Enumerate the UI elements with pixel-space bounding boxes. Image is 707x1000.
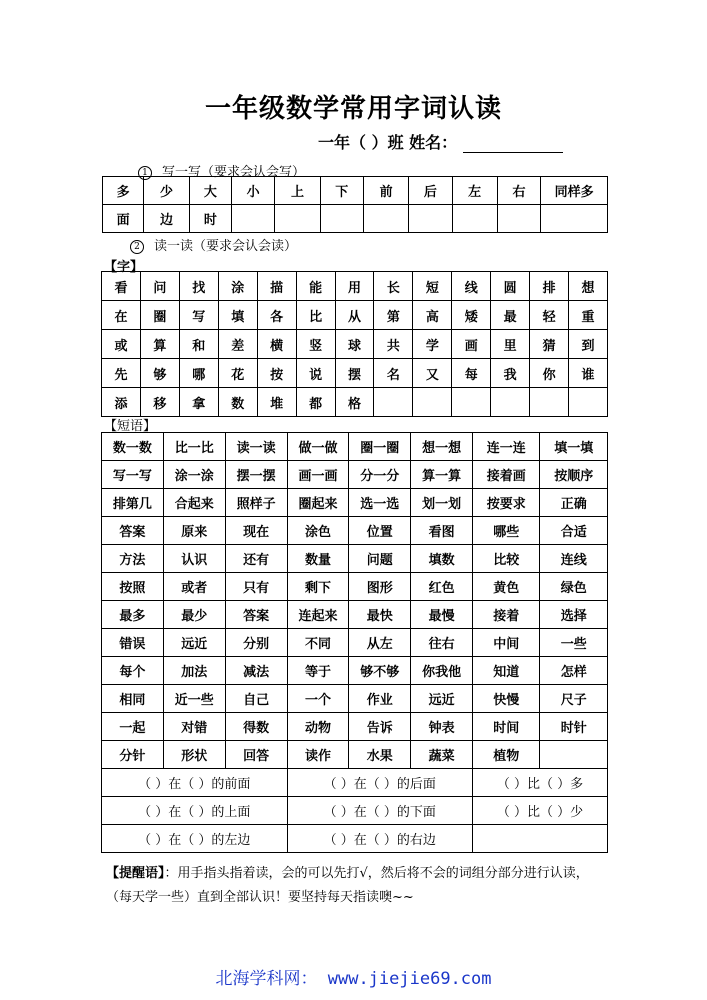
phrase-cell: 读一读	[225, 433, 287, 461]
read-char-cell: 短	[413, 272, 452, 301]
read-char-cell: 矮	[452, 301, 491, 330]
read-char-cell: 填	[218, 301, 257, 330]
write-char-cell: 下	[320, 177, 363, 205]
phrase-cell: 涂一涂	[163, 461, 225, 489]
phrase-cell: 涂色	[287, 517, 349, 545]
phrase-cell: 水果	[349, 741, 411, 769]
phrase-cell: 摆一摆	[225, 461, 287, 489]
write-char-cell	[232, 205, 275, 233]
circled-number: 1	[138, 166, 152, 180]
pattern-cell: （ ）在（ ）的左边	[102, 825, 288, 853]
table-row	[102, 573, 608, 601]
phrase-cell: 现在	[225, 517, 287, 545]
read-char-cell: 各	[257, 301, 296, 330]
read-char-cell: 又	[413, 359, 452, 388]
phrase-cell: 一个	[287, 685, 349, 713]
read-char-cell	[569, 388, 608, 417]
phrase-cell: 照样子	[225, 489, 287, 517]
phrase-cell: 回答	[225, 741, 287, 769]
read-char-cell: 涂	[218, 272, 257, 301]
phrase-cell: 想一想	[411, 433, 473, 461]
phrase-cell: 连一连	[473, 433, 540, 461]
pattern-cell: （ ）在（ ）的下面	[287, 797, 473, 825]
read-char-cell: 格	[335, 388, 374, 417]
write-char-cell	[320, 205, 363, 233]
phrase-cell: 连线	[540, 545, 608, 573]
phrase-cell: 写一写	[102, 461, 164, 489]
read-char-cell: 猜	[530, 330, 569, 359]
read-char-cell: 谁	[569, 359, 608, 388]
phrase-cell: 最快	[349, 601, 411, 629]
char-heading: 【字】	[104, 260, 144, 275]
read-char-cell: 共	[374, 330, 413, 359]
read-char-cell: 能	[296, 272, 335, 301]
write-char-cell	[497, 205, 540, 233]
phrase-cell: 还有	[225, 545, 287, 573]
phrase-cell: 哪些	[473, 517, 540, 545]
read-char-cell	[413, 388, 452, 417]
write-char-cell	[363, 205, 408, 233]
read-char-cell: 圆	[491, 272, 530, 301]
read-char-cell: 画	[452, 330, 491, 359]
write-char-cell: 少	[144, 177, 189, 205]
phrase-cell: 填数	[411, 545, 473, 573]
read-char-cell: 线	[452, 272, 491, 301]
phrase-cell: 答案	[225, 601, 287, 629]
read-char-cell: 每	[452, 359, 491, 388]
phrase-cell: 画一画	[287, 461, 349, 489]
read-char-cell: 和	[179, 330, 218, 359]
name-blank	[463, 138, 563, 153]
write-char-cell: 上	[275, 177, 320, 205]
pattern-row	[102, 769, 608, 797]
phrase-cell: 做一做	[287, 433, 349, 461]
table-row	[102, 629, 608, 657]
pattern-cell: （ ）比（ ）多	[473, 769, 608, 797]
phrase-cell: 原来	[163, 517, 225, 545]
read-char-cell: 横	[257, 330, 296, 359]
read-char-cell: 在	[102, 301, 141, 330]
footer-watermark: 北海学科网： www.jiejie69.com	[215, 969, 492, 989]
read-char-cell: 找	[179, 272, 218, 301]
pattern-cell: （ ）在（ ）的上面	[102, 797, 288, 825]
section-1-label: 写一写（要求会认会写）	[162, 165, 306, 180]
phrase-cell: 接着画	[473, 461, 540, 489]
read-char-cell	[491, 388, 530, 417]
read-char-cell: 学	[413, 330, 452, 359]
read-char-cell: 我	[491, 359, 530, 388]
phrase-cell: 或者	[163, 573, 225, 601]
read-char-cell: 到	[569, 330, 608, 359]
write-char-cell	[409, 205, 452, 233]
read-char-cell: 算	[140, 330, 179, 359]
read-char-cell	[452, 388, 491, 417]
phrase-cell: 告诉	[349, 713, 411, 741]
table-row	[102, 301, 608, 330]
phrase-cell: 认识	[163, 545, 225, 573]
read-char-cell: 写	[179, 301, 218, 330]
phrase-cell: 问题	[349, 545, 411, 573]
phrase-cell: 从左	[349, 629, 411, 657]
read-char-cell: 看	[102, 272, 141, 301]
phrase-cell: 分针	[102, 741, 164, 769]
table-row	[102, 330, 608, 359]
table-row	[102, 657, 608, 685]
read-char-cell: 最	[491, 301, 530, 330]
phrase-cell: 尺子	[540, 685, 608, 713]
phrase-cell: 远近	[411, 685, 473, 713]
phrases-table	[101, 432, 608, 853]
phrase-cell: 比较	[473, 545, 540, 573]
phrase-cell: 对错	[163, 713, 225, 741]
write-char-cell: 面	[103, 205, 144, 233]
read-char-cell: 都	[296, 388, 335, 417]
phrase-cell: 错误	[102, 629, 164, 657]
pattern-cell	[473, 825, 608, 853]
circled-number: 2	[130, 240, 144, 254]
phrase-cell	[540, 741, 608, 769]
phrase-cell: 绿色	[540, 573, 608, 601]
read-char-cell: 名	[374, 359, 413, 388]
read-char-cell: 哪	[179, 359, 218, 388]
write-char-cell	[275, 205, 320, 233]
write-char-cell	[452, 205, 497, 233]
phrase-cell: 不同	[287, 629, 349, 657]
read-char-cell: 够	[140, 359, 179, 388]
read-char-cell	[374, 388, 413, 417]
phrase-cell: 一些	[540, 629, 608, 657]
phrase-cell: 近一些	[163, 685, 225, 713]
table-row	[102, 433, 608, 461]
phrase-cell: 正确	[540, 489, 608, 517]
table-row	[103, 177, 608, 205]
table-row	[102, 489, 608, 517]
phrase-cell: 看图	[411, 517, 473, 545]
phrase-cell: 一起	[102, 713, 164, 741]
read-char-cell: 你	[530, 359, 569, 388]
phrase-heading: 【短语】	[104, 419, 157, 434]
phrase-cell: 划一划	[411, 489, 473, 517]
phrase-cell: 往右	[411, 629, 473, 657]
phrase-cell: 作业	[349, 685, 411, 713]
read-char-cell: 说	[296, 359, 335, 388]
read-char-cell: 竖	[296, 330, 335, 359]
phrase-cell: 选择	[540, 601, 608, 629]
write-chars-table	[102, 176, 608, 233]
pattern-cell: （ ）比（ ）少	[473, 797, 608, 825]
phrase-cell: 填一填	[540, 433, 608, 461]
pattern-row	[102, 825, 608, 853]
phrase-cell: 选一选	[349, 489, 411, 517]
phrase-cell: 分一分	[349, 461, 411, 489]
phrase-cell: 最少	[163, 601, 225, 629]
phrase-cell: 得数	[225, 713, 287, 741]
read-char-cell: 描	[257, 272, 296, 301]
table-row	[103, 205, 608, 233]
write-char-cell: 边	[144, 205, 189, 233]
read-char-cell: 添	[102, 388, 141, 417]
read-char-cell: 想	[569, 272, 608, 301]
phrase-cell: 快慢	[473, 685, 540, 713]
table-row	[102, 461, 608, 489]
phrase-cell: 合适	[540, 517, 608, 545]
read-char-cell: 拿	[179, 388, 218, 417]
read-char-cell: 移	[140, 388, 179, 417]
pattern-cell: （ ）在（ ）的右边	[287, 825, 473, 853]
write-char-cell: 时	[189, 205, 231, 233]
phrase-cell: 远近	[163, 629, 225, 657]
phrase-cell: 加法	[163, 657, 225, 685]
reminder-text: ：用手指头指着读，会的可以先打√，然后将不会的词组分部分进行认读，（每天学一些）直到全部认识！要坚持每天指读噢~~	[106, 866, 589, 905]
phrase-cell: 位置	[349, 517, 411, 545]
phrase-cell: 图形	[349, 573, 411, 601]
write-char-cell: 前	[363, 177, 408, 205]
phrase-cell: 自己	[225, 685, 287, 713]
read-char-cell: 球	[335, 330, 374, 359]
pattern-row	[102, 797, 608, 825]
phrase-cell: 连起来	[287, 601, 349, 629]
table-row	[102, 713, 608, 741]
phrase-cell: 黄色	[473, 573, 540, 601]
table-row	[102, 601, 608, 629]
phrase-cell: 最多	[102, 601, 164, 629]
phrase-cell: 接着	[473, 601, 540, 629]
phrase-cell: 形状	[163, 741, 225, 769]
section-2-label: 读一读（要求会认会读）	[154, 239, 298, 254]
write-char-cell	[541, 205, 608, 233]
phrase-cell: 读作	[287, 741, 349, 769]
phrase-cell: 相同	[102, 685, 164, 713]
pattern-cell: （ ）在（ ）的前面	[102, 769, 288, 797]
phrase-cell: 够不够	[349, 657, 411, 685]
phrase-cell: 答案	[102, 517, 164, 545]
table-row	[102, 272, 608, 301]
phrase-cell: 红色	[411, 573, 473, 601]
read-char-cell: 堆	[257, 388, 296, 417]
phrase-cell: 只有	[225, 573, 287, 601]
phrase-cell: 你我他	[411, 657, 473, 685]
phrase-cell: 植物	[473, 741, 540, 769]
write-char-cell: 大	[189, 177, 231, 205]
read-char-cell: 数	[218, 388, 257, 417]
read-char-cell: 差	[218, 330, 257, 359]
phrase-cell: 排第几	[102, 489, 164, 517]
read-char-cell: 用	[335, 272, 374, 301]
phrase-cell: 时针	[540, 713, 608, 741]
read-char-cell: 圈	[140, 301, 179, 330]
read-char-cell: 高	[413, 301, 452, 330]
read-char-cell: 重	[569, 301, 608, 330]
write-char-cell: 多	[103, 177, 144, 205]
phrase-cell: 时间	[473, 713, 540, 741]
write-char-cell: 左	[452, 177, 497, 205]
phrase-cell: 中间	[473, 629, 540, 657]
phrase-cell: 数量	[287, 545, 349, 573]
section-2-heading	[130, 235, 297, 254]
read-char-cell: 问	[140, 272, 179, 301]
read-char-cell: 排	[530, 272, 569, 301]
read-char-cell: 花	[218, 359, 257, 388]
write-char-cell: 小	[232, 177, 275, 205]
phrase-cell: 等于	[287, 657, 349, 685]
write-char-cell: 右	[497, 177, 540, 205]
reminder	[106, 862, 606, 910]
read-chars-table	[101, 271, 608, 417]
class-name-label: 一年（ ）班 姓名：	[318, 133, 458, 152]
phrase-cell: 圈起来	[287, 489, 349, 517]
table-row	[102, 741, 608, 769]
write-char-cell: 后	[409, 177, 452, 205]
phrase-cell: 怎样	[540, 657, 608, 685]
phrase-cell: 比一比	[163, 433, 225, 461]
read-char-cell: 长	[374, 272, 413, 301]
phrase-cell: 蔬菜	[411, 741, 473, 769]
phrase-cell: 圈一圈	[349, 433, 411, 461]
phrase-cell: 动物	[287, 713, 349, 741]
table-row	[102, 388, 608, 417]
phrase-cell: 剩下	[287, 573, 349, 601]
pattern-cell: （ ）在（ ）的后面	[287, 769, 473, 797]
table-row	[102, 685, 608, 713]
phrase-cell: 合起来	[163, 489, 225, 517]
phrase-cell: 每个	[102, 657, 164, 685]
read-char-cell: 或	[102, 330, 141, 359]
read-char-cell: 里	[491, 330, 530, 359]
read-char-cell: 第	[374, 301, 413, 330]
phrase-cell: 分别	[225, 629, 287, 657]
read-char-cell: 按	[257, 359, 296, 388]
read-char-cell	[530, 388, 569, 417]
table-row	[102, 359, 608, 388]
table-row	[102, 545, 608, 573]
phrase-cell: 钟表	[411, 713, 473, 741]
table-row	[102, 517, 608, 545]
phrase-cell: 方法	[102, 545, 164, 573]
read-char-cell: 先	[102, 359, 141, 388]
phrase-cell: 按要求	[473, 489, 540, 517]
phrase-cell: 按照	[102, 573, 164, 601]
page-title: 一年级数学常用字词认读	[204, 94, 502, 124]
class-name-line	[318, 130, 563, 153]
read-char-cell: 轻	[530, 301, 569, 330]
reminder-label: 【提醒语】	[106, 866, 165, 881]
write-char-cell: 同样多	[541, 177, 608, 205]
phrase-cell: 算一算	[411, 461, 473, 489]
read-char-cell: 比	[296, 301, 335, 330]
phrase-cell: 减法	[225, 657, 287, 685]
read-char-cell: 从	[335, 301, 374, 330]
phrase-cell: 知道	[473, 657, 540, 685]
read-char-cell: 摆	[335, 359, 374, 388]
phrase-cell: 最慢	[411, 601, 473, 629]
phrase-cell: 按顺序	[540, 461, 608, 489]
phrase-cell: 数一数	[102, 433, 164, 461]
